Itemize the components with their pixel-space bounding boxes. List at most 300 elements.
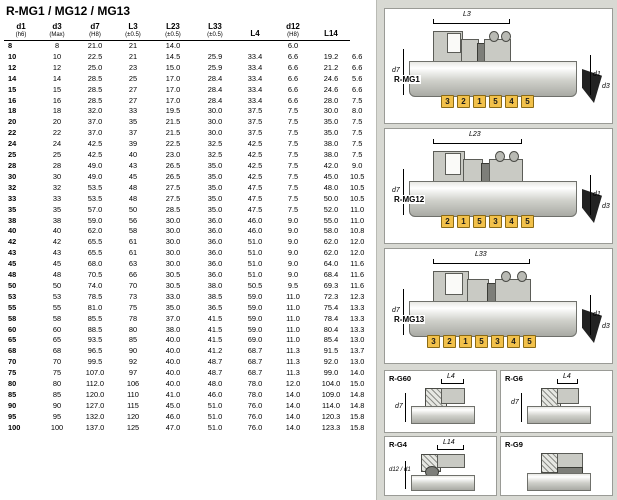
table-cell: 33.4: [247, 73, 263, 83]
dim-tick: [463, 445, 464, 450]
dim-tick: [433, 19, 434, 24]
table-row: [4, 106, 364, 117]
table-cell: 50: [52, 280, 62, 290]
table-row: [4, 52, 364, 63]
table-cell: 47.0: [165, 422, 181, 432]
table-row: [4, 390, 364, 401]
table-cell: 24: [52, 139, 62, 149]
table-cell: 25.9: [207, 62, 223, 72]
table-row: [4, 237, 364, 248]
col-sub: (H8): [287, 32, 299, 38]
table-cell: 33.0: [165, 291, 181, 301]
oring-part: [501, 31, 511, 42]
table-cell: 68.4: [323, 270, 339, 280]
table-cell: 43: [52, 248, 62, 258]
callout-chip: 4: [507, 335, 520, 348]
seal-ring: [484, 39, 511, 63]
table-cell: 61: [128, 237, 138, 247]
row-size-label: 12: [8, 62, 17, 72]
dim-line-vertical: [521, 393, 522, 422]
table-cell: 55: [52, 302, 62, 312]
table-cell: 70: [52, 357, 62, 367]
dim-label-d1: d1: [593, 71, 601, 78]
table-cell: 109.0: [321, 390, 341, 399]
dim-line-vertical: [590, 55, 591, 95]
col-sub: (h6): [15, 32, 27, 38]
table-cell: 37.5: [247, 106, 263, 116]
table-row: [4, 85, 364, 96]
table-cell: 10.5: [350, 193, 365, 203]
diagram-label: R-MG12: [394, 195, 425, 204]
col-main: L14: [324, 29, 338, 38]
table-cell: 32: [52, 182, 62, 192]
table-cell: 65.5: [87, 237, 103, 247]
table-cell: 60: [52, 324, 62, 334]
table-cell: 64.0: [323, 259, 339, 269]
table-cell: 48.0: [207, 379, 223, 389]
table-cell: 85: [128, 335, 138, 345]
gland-part: [463, 159, 483, 183]
table-cell: 9.0: [287, 215, 299, 225]
table-cell: 11.3: [286, 346, 300, 356]
table-cell: 39: [128, 139, 138, 149]
col-main: L4: [250, 29, 260, 38]
table-cell: 93.5: [87, 335, 103, 345]
col-sub: (H8): [89, 32, 101, 38]
table-cell: 46.0: [165, 411, 181, 421]
row-size-label: 95: [8, 411, 17, 421]
table-header: [4, 22, 364, 41]
table-cell: 8.0: [352, 106, 363, 116]
dim-label-top: L14: [443, 439, 455, 446]
row-size-label: 16: [8, 95, 17, 105]
table-cell: 47.5: [247, 193, 263, 203]
table-cell: 13.7: [350, 346, 365, 356]
table-cell: 15: [52, 84, 62, 94]
col-main: d3: [52, 22, 62, 31]
table-cell: 11.6: [350, 270, 365, 280]
table-cell: 49.0: [87, 171, 103, 181]
callout-chip: 2: [443, 335, 456, 348]
table-cell: [236, 41, 274, 52]
dim-label-left: d12 / d1: [389, 467, 411, 473]
table-cell: 90: [128, 346, 138, 356]
table-cell: 115: [127, 400, 139, 410]
table-cell: 81.0: [87, 302, 103, 312]
table-cell: 35.0: [207, 182, 223, 192]
table-cell: 26.5: [165, 171, 181, 181]
table-cell: 51.0: [207, 411, 223, 421]
table-cell: 42.5: [247, 171, 263, 181]
table-cell: 38.0: [207, 280, 223, 290]
table-row: [4, 226, 364, 237]
table-row: [4, 248, 364, 259]
table-cell: 53.5: [87, 193, 103, 203]
table-cell: 58: [128, 226, 138, 236]
diagram-label: R-G9: [505, 440, 523, 449]
table-cell: 35.0: [323, 117, 339, 127]
table-cell: 45.0: [323, 171, 339, 181]
diagram-g9: [500, 436, 613, 496]
table-cell: 40.0: [165, 346, 181, 356]
table-cell: 38: [52, 215, 62, 225]
table-cell: 38.0: [323, 150, 339, 160]
table-row: [4, 357, 364, 368]
table-cell: 42.0: [323, 160, 339, 170]
table-cell: 69.3: [323, 280, 339, 290]
dim-tick: [577, 379, 578, 384]
table-cell: 28.4: [207, 73, 223, 83]
seal-body: [437, 454, 465, 468]
table-body: [4, 41, 364, 434]
table-cell: 36.5: [207, 302, 223, 312]
table-cell: 30.0: [323, 106, 339, 116]
row-size-label: 38: [8, 215, 17, 225]
row-size-label: 14: [8, 73, 17, 83]
diagram-label: R-G6: [505, 374, 523, 383]
table-row: [4, 281, 364, 292]
dim-label-left: d7: [511, 399, 519, 406]
col-main: L3: [128, 22, 138, 31]
table-cell: 11.6: [350, 280, 365, 290]
table-cell: 45.0: [165, 400, 181, 410]
seal-ring: [489, 159, 523, 183]
table-cell: 17.0: [165, 84, 181, 94]
table-cell: 11.0: [286, 324, 300, 334]
table-cell: 65.5: [87, 248, 103, 258]
table-cell: 78.4: [323, 313, 339, 323]
table-cell: 46.0: [247, 226, 263, 236]
table-cell: 6.6: [287, 84, 299, 94]
table-row: [4, 117, 364, 128]
table-cell: 37.5: [247, 117, 263, 127]
table-cell: 12.0: [350, 237, 365, 247]
callout-chip: 5: [473, 215, 486, 228]
table-cell: 38.0: [323, 139, 339, 149]
shaft-body: [411, 475, 475, 491]
table-cell: 99.5: [87, 357, 103, 367]
table-cell: 95: [52, 411, 62, 421]
shaft-body: [411, 406, 475, 424]
table-cell: 59.0: [247, 313, 263, 323]
table-cell: 16: [52, 95, 62, 105]
table-cell: 47.5: [247, 204, 263, 214]
callout-chip: 1: [457, 215, 470, 228]
table-cell: 70: [128, 280, 138, 290]
row-size-label: 48: [8, 270, 17, 280]
table-cell: 123.3: [321, 422, 341, 432]
table-cell: 75: [128, 302, 138, 312]
table-cell: 7.5: [287, 139, 299, 149]
table-cell: 14.0: [285, 390, 301, 399]
table-row: [4, 205, 364, 216]
table-cell: 76.0: [247, 422, 263, 432]
table-cell: 7.5: [287, 150, 299, 160]
page-title: R-MG1 / MG12 / MG13: [6, 4, 131, 18]
table-row: [4, 292, 364, 303]
table-cell: 127.0: [85, 400, 105, 410]
table-cell: 92.0: [323, 357, 339, 367]
row-size-label: 55: [8, 302, 17, 312]
table-cell: 25: [52, 150, 62, 160]
table-cell: 37.0: [87, 128, 103, 138]
table-cell: 30.0: [165, 248, 181, 258]
col-sub: (±0.5): [207, 32, 223, 38]
diagram-g4: [384, 436, 497, 496]
table-cell: 14.0: [285, 400, 301, 410]
table-cell: 30.0: [165, 215, 181, 225]
table-cell: 24.6: [323, 73, 339, 83]
table-cell: 56: [128, 215, 138, 225]
table-cell: 21.5: [165, 117, 181, 127]
table-cell: 7.5: [287, 204, 299, 214]
table-cell: 52.0: [323, 204, 339, 214]
table-cell: 5.6: [352, 73, 363, 83]
table-cell: 48: [128, 182, 138, 192]
table-cell: 59.0: [247, 324, 263, 334]
table-cell: 40: [128, 150, 138, 160]
table-cell: 15.0: [350, 379, 365, 389]
table-cell: 22.5: [165, 139, 181, 149]
table-row: [4, 139, 364, 150]
table-row: [4, 270, 364, 281]
row-size-label: 28: [8, 160, 17, 170]
table-cell: 25.9: [207, 51, 223, 61]
col-main: L23: [166, 22, 180, 31]
dim-line: [433, 143, 521, 144]
callout-chip: 3: [489, 215, 502, 228]
table-row: [4, 346, 364, 357]
table-row: [4, 96, 364, 107]
dim-tick: [529, 259, 530, 264]
table-cell: 78.5: [87, 291, 103, 301]
table-cell: 28.0: [323, 95, 339, 105]
table-cell: 27.5: [165, 182, 181, 192]
table-cell: 78.0: [247, 379, 263, 389]
table-cell: 28.5: [87, 73, 103, 83]
col-sub: (±0.5): [125, 32, 141, 38]
table-cell: 50.5: [247, 280, 263, 290]
seal-ring: [495, 279, 531, 303]
row-size-label: 100: [8, 422, 21, 432]
table-cell: 7.5: [352, 150, 363, 160]
table-cell: 21.0: [87, 41, 103, 50]
table-cell: 85: [52, 390, 62, 399]
row-size-label: 35: [8, 204, 17, 214]
table-cell: 12.0: [285, 379, 301, 389]
dim-label-d3: d3: [602, 323, 610, 330]
table-cell: 33.4: [247, 51, 263, 61]
table-cell: 80: [52, 379, 62, 389]
table-row: [4, 423, 364, 434]
table-cell: 41.5: [207, 324, 223, 334]
dim-tick: [557, 379, 558, 384]
table-cell: 10.5: [350, 182, 365, 192]
table-cell: 57.0: [87, 204, 103, 214]
dim-label-top: L4: [563, 373, 571, 380]
table-cell: 13.0: [350, 357, 365, 367]
table-cell: 27: [128, 84, 138, 94]
table-cell: 7.5: [352, 95, 363, 105]
table-cell: 120.0: [85, 390, 105, 399]
table-cell: 9.0: [287, 259, 299, 269]
table-cell: 58: [52, 313, 62, 323]
table-header-row: [4, 22, 364, 41]
dim-label-d3: d3: [602, 83, 610, 90]
table-cell: 42: [52, 237, 62, 247]
table-cell: 73: [128, 291, 138, 301]
row-size-label: 68: [8, 346, 17, 356]
table-cell: 48.0: [323, 182, 339, 192]
table-cell: 51.0: [247, 248, 263, 258]
table-cell: 132.0: [85, 411, 105, 421]
table-cell: 42.5: [247, 150, 263, 160]
callout-chip: 1: [459, 335, 472, 348]
table-cell: 38.0: [165, 324, 181, 334]
table-cell: 112.0: [86, 379, 104, 389]
table-cell: 74.0: [87, 280, 103, 290]
table-cell: 20: [52, 117, 62, 127]
table-cell: 15.8: [350, 422, 365, 432]
row-size-label: 42: [8, 237, 17, 247]
table-cell: 48: [52, 270, 62, 280]
col-header-l4: [236, 22, 274, 41]
diagram-g60: [384, 370, 497, 433]
row-size-label: 40: [8, 226, 17, 236]
table-cell: [350, 41, 364, 52]
table-row: [4, 259, 364, 270]
table-row: [4, 325, 364, 336]
table-cell: 47.5: [247, 182, 263, 192]
dim-tick: [509, 19, 510, 24]
table-cell: 21.5: [165, 128, 181, 138]
row-size-label: 60: [8, 324, 17, 334]
table-cell: 51.0: [207, 400, 223, 410]
table-cell: 35.0: [323, 128, 339, 138]
table-cell: 72.3: [323, 291, 339, 301]
row-size-label: 22: [8, 128, 17, 138]
table-cell: 6.6: [287, 51, 299, 61]
table-cell: 32.0: [87, 106, 103, 116]
table-cell: 90: [52, 400, 62, 410]
table-cell: 17.0: [165, 95, 181, 105]
diagram-label: R-MG1: [394, 75, 420, 84]
row-size-label: 15: [8, 84, 17, 94]
table-cell: 68.7: [247, 368, 263, 378]
diagram-mg12: [384, 128, 613, 244]
table-row: [4, 161, 364, 172]
callout-chip: 5: [475, 335, 488, 348]
diagram-g6: [500, 370, 613, 433]
callout-chip: 5: [521, 215, 534, 228]
table-cell: 7.5: [287, 193, 299, 203]
dim-line-vertical: [405, 393, 406, 422]
table-cell: 11.3: [286, 357, 300, 367]
table-cell: 40.0: [165, 379, 181, 389]
table-cell: 14.5: [165, 51, 181, 61]
table-cell: 36.0: [207, 270, 223, 280]
row-size-label: 80: [8, 379, 17, 389]
table-cell: 14.8: [350, 400, 365, 410]
table-cell: 9.0: [287, 248, 299, 258]
table-row: [4, 379, 364, 390]
table-cell: 37.5: [247, 128, 263, 138]
row-size-label: 32: [8, 182, 17, 192]
table-cell: 137.0: [85, 422, 105, 432]
table-row: [4, 401, 364, 412]
col-header-l3: [114, 22, 152, 41]
dim-line: [557, 383, 577, 384]
col-header-l23: [152, 22, 194, 41]
table-cell: 6.6: [287, 62, 299, 72]
col-sub: (±0.5): [165, 32, 181, 38]
table-cell: 55.0: [323, 215, 339, 225]
table-cell: 62.0: [87, 226, 103, 236]
col-header-d3: [38, 22, 76, 41]
row-size-label: 75: [8, 368, 17, 378]
diagram-panel: [376, 0, 617, 500]
table-cell: 75: [52, 368, 62, 378]
dim-label-d1: d1: [593, 191, 601, 198]
table-cell: 33: [128, 106, 138, 116]
callout-chip: 3: [491, 335, 504, 348]
col-header-l14: [312, 22, 350, 41]
table-cell: 46.0: [247, 215, 263, 225]
table-cell: 68.7: [247, 346, 263, 356]
shaft-body: [409, 181, 577, 217]
dim-line-vertical: [590, 175, 591, 215]
table-cell: 80: [128, 324, 138, 334]
dim-line-vertical: [403, 49, 404, 95]
table-cell: 48.7: [207, 357, 223, 367]
table-row: [4, 303, 364, 314]
diagram-label: R-MG13: [394, 315, 425, 324]
table-cell: 36.0: [207, 248, 223, 258]
table-cell: 38.5: [207, 291, 223, 301]
seal-body: [441, 388, 465, 404]
dim-line-vertical: [405, 461, 406, 489]
table-cell: 51.0: [207, 422, 223, 432]
row-size-label: 90: [8, 400, 17, 410]
table-cell: 51.0: [247, 270, 263, 280]
table-cell: 32.5: [207, 139, 223, 149]
dim-line-vertical: [403, 289, 404, 335]
table-cell: 18: [52, 106, 62, 116]
table-row: [4, 150, 364, 161]
table-cell: 45: [52, 259, 62, 269]
table-cell: 33: [52, 193, 62, 203]
table-cell: 63: [128, 259, 138, 269]
oring-part: [495, 151, 505, 162]
table-cell: 40: [52, 226, 62, 236]
table-cell: 30.0: [165, 226, 181, 236]
dim-line: [433, 23, 509, 24]
table-cell: 30.0: [165, 237, 181, 247]
table-cell: 11.0: [350, 204, 365, 214]
table-cell: 6.6: [287, 73, 299, 83]
table-cell: 80.4: [323, 324, 339, 334]
table-row: [4, 368, 364, 379]
table-row: [4, 74, 364, 85]
table-cell: 46.0: [207, 390, 223, 399]
table-cell: 35: [128, 117, 138, 127]
table-cell: 40.0: [165, 357, 181, 367]
row-size-label: 85: [8, 390, 17, 399]
row-size-label: 43: [8, 248, 17, 258]
table-cell: 6.0: [287, 41, 299, 50]
table-cell: 25: [128, 73, 138, 83]
table-cell: 14.0: [350, 368, 365, 378]
